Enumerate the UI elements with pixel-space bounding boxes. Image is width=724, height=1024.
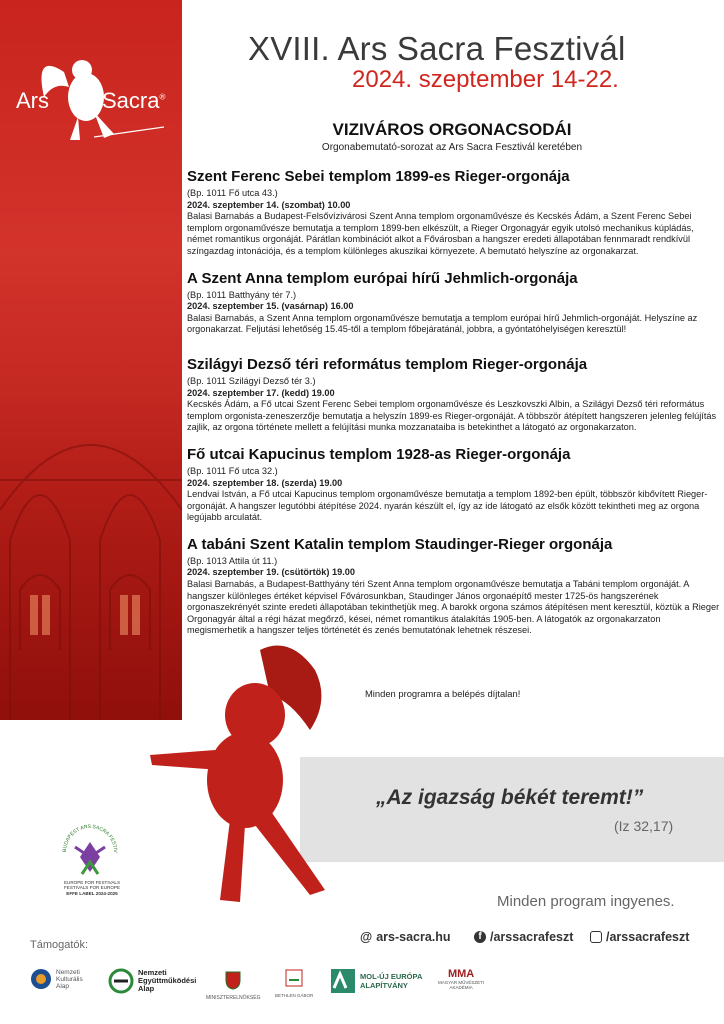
series-subtitle: Orgonabemutató-sorozat az Ars Sacra Fesztivál keretében: [321, 142, 583, 153]
coat-of-arms-icon: [223, 968, 243, 990]
red-cherub-illustration: [140, 640, 340, 910]
event-address: (Bp. 1011 Fő utca 43.): [187, 188, 278, 198]
instagram-link[interactable]: /arssacrafeszt: [590, 930, 689, 944]
event-title: Szilágyi Dezső téri református templom Rieger-orgonája: [187, 355, 588, 373]
event-description: Balasi Barnabás, a Budapest-Batthyány téri Szent Anna templom orgonaművésze bemutatja a Tabáni templom orgonáját. A hangszer különleges értéket képvisel Fővárosunkban, Staudinger János orgonaépítő mester 1725-ös hangszerének orgonaszekrényét szinte eredeti állapotában tekinthetjük meg. A barokk orgona számos átépítésen ment keresztül, köztük a Rieger Orgonagyár által a régi házat megőrző, kései, német romantikus átalakítás 1905-ben. A látogatók az orgonakarzaton megismerhetik a hangszer teljes történetét és zenés bemutatónak lehetnek részesei.: [187, 579, 720, 636]
website-link[interactable]: @ ars-sacra.hu: [360, 930, 451, 944]
mol-logo-icon: [330, 968, 356, 994]
free-entry-note: Minden programra a belépés díjtalan!: [365, 688, 521, 699]
nea-logo-icon: [108, 968, 134, 994]
facebook-link[interactable]: f /arssacrafeszt: [474, 930, 573, 944]
event-datetime: 2024. szeptember 19. (csütörtök) 19.00: [187, 567, 356, 578]
event-item: [187, 356, 720, 434]
sponsor-nea: Nemzeti Együttműködési Alap: [108, 968, 196, 994]
sponsor-ministry: MINISZTERELNÖKSÉG: [206, 968, 260, 1001]
at-icon: @: [360, 930, 373, 944]
event-title: Fő utcai Kapucinus templom 1928-as Rieger-orgonája: [187, 445, 571, 463]
sponsor-mma: MMA MAGYAR MŰVÉSZETI AKADÉMIA: [438, 968, 485, 990]
event-description: Balasi Barnabás a Budapest-Felsővízivárosi Szent Anna templom orgonaművésze és Kecskés Ádám, a Szent Ferenc Sebei templom orgonaművésze bemutatja a templom 1899-ben elkészült, a Rieger Orgonagyár egyik utolsó mechanikus kúpládás, német romantikus orgonáját. Párátlan kombinációt alkot a Fővárosban a hangszer eredeti állapotában fennmaradt rendkívül színgazdag intonációja, és a templom különleges akuszikai környezete. A bemutató helyszíne az orgonakarzat.: [187, 211, 694, 256]
nka-logo-icon: [30, 968, 52, 990]
event-datetime: 2024. szeptember 18. (szerda) 19.00: [187, 477, 343, 488]
event-title: A tabáni Szent Katalin templom Staudinger-Rieger orgonája: [187, 535, 613, 553]
event-item: [187, 270, 720, 336]
series-heading: [186, 120, 718, 153]
event-item: [187, 168, 720, 258]
facebook-icon: f: [474, 931, 486, 943]
sponsor-nka: Nemzeti Kulturális Alap: [30, 968, 83, 990]
series-title: VIZIVÁROS ORGONACSODÁI: [332, 120, 572, 139]
event-title: A Szent Anna templom európai hírű Jehmlich-orgonája: [187, 269, 578, 287]
effe-arc-text: BUDAPEST ARS SACRA FESTIV: [61, 823, 119, 853]
bga-logo-icon: [284, 968, 304, 988]
event-datetime: 2024. szeptember 17. (kedd) 19.00: [187, 387, 335, 398]
event-list: [187, 168, 720, 649]
logo-ars-text: Ars: [16, 88, 49, 113]
event-item: [187, 536, 720, 637]
event-description: Lendvai István, a Fő utcai Kapucinus templom orgonaművésze bemutatja a templom 1892-ben épült, többször kibővített Rieger-orgonáját. A hangszer legutóbbi átépítése 2024. nyarán készült el, így az ide látogató az elsők között tekintheti meg az orgona legújabb arculatát.: [187, 489, 708, 523]
event-address: (Bp. 1013 Attila út 11.): [187, 555, 278, 566]
quote-reference: (Iz 32,17): [614, 818, 674, 834]
free-programs-note: Minden program ingyenes.: [497, 893, 675, 910]
event-address: (Bp. 1011 Szilágyi Dezső tér 3.): [187, 375, 316, 386]
instagram-icon: [590, 931, 602, 943]
quote-text: „Az igazság békét teremt!”: [376, 786, 644, 809]
event-description: Kecskés Ádám, a Fő utcai Szent Ferenc Sebei templom orgonaművésze és Leszkovszki Albin, a Szilágyi Dezső téri református templom orgonista-zeneszerzője bemutatja a helyszín 1899-es Rieger-orgonáját. A többször átépített hangszeren jelenleg felújítás zajlik, az orgona története mellett a felújítási munka mozzanataiba is betekinthet a látogató az orgonakarzaton.: [187, 399, 717, 433]
event-description: Balasi Barnabás, a Szent Anna templom orgonaművésze bemutatja a templom európai hírű Jehmlich-orgonáját. Helyszíne az orgonakarzat. Feljutási lehetőség 15.45-től a templom főbejáratánál, jobbra, a gyóntatóhelyiségen keresztül!: [187, 312, 698, 335]
festival-dates: 2024. szeptember 14-22.: [352, 66, 619, 93]
event-address: (Bp. 1011 Fő utca 32.): [187, 465, 278, 476]
sponsor-bga: BETHLEN GÁBOR: [275, 968, 313, 998]
supporters-label: Támogatók:: [30, 939, 89, 951]
event-datetime: 2024. szeptember 14. (szombat) 10.00: [187, 199, 351, 210]
event-address: (Bp. 1011 Batthyány tér 7.): [187, 289, 297, 300]
event-datetime: 2024. szeptember 15. (vasárnap) 16.00: [187, 301, 354, 312]
mma-logo: MMA: [447, 968, 475, 980]
effe-label-text: EUROPE FOR FESTIVALS FESTIVALS FOR EUROPE EFFE LABEL 2024-2025: [63, 880, 121, 896]
event-item: [187, 446, 720, 524]
sponsor-mol: MOL-ÚJ EURÓPA ALAPÍTVÁNY: [330, 968, 422, 994]
festival-title: XVIII. Ars Sacra Fesztivál: [248, 30, 626, 67]
logo-sacra-text: Sacra®: [102, 88, 166, 113]
event-title: Szent Ferenc Sebei templom 1899-es Rieger-orgonája: [187, 168, 570, 185]
